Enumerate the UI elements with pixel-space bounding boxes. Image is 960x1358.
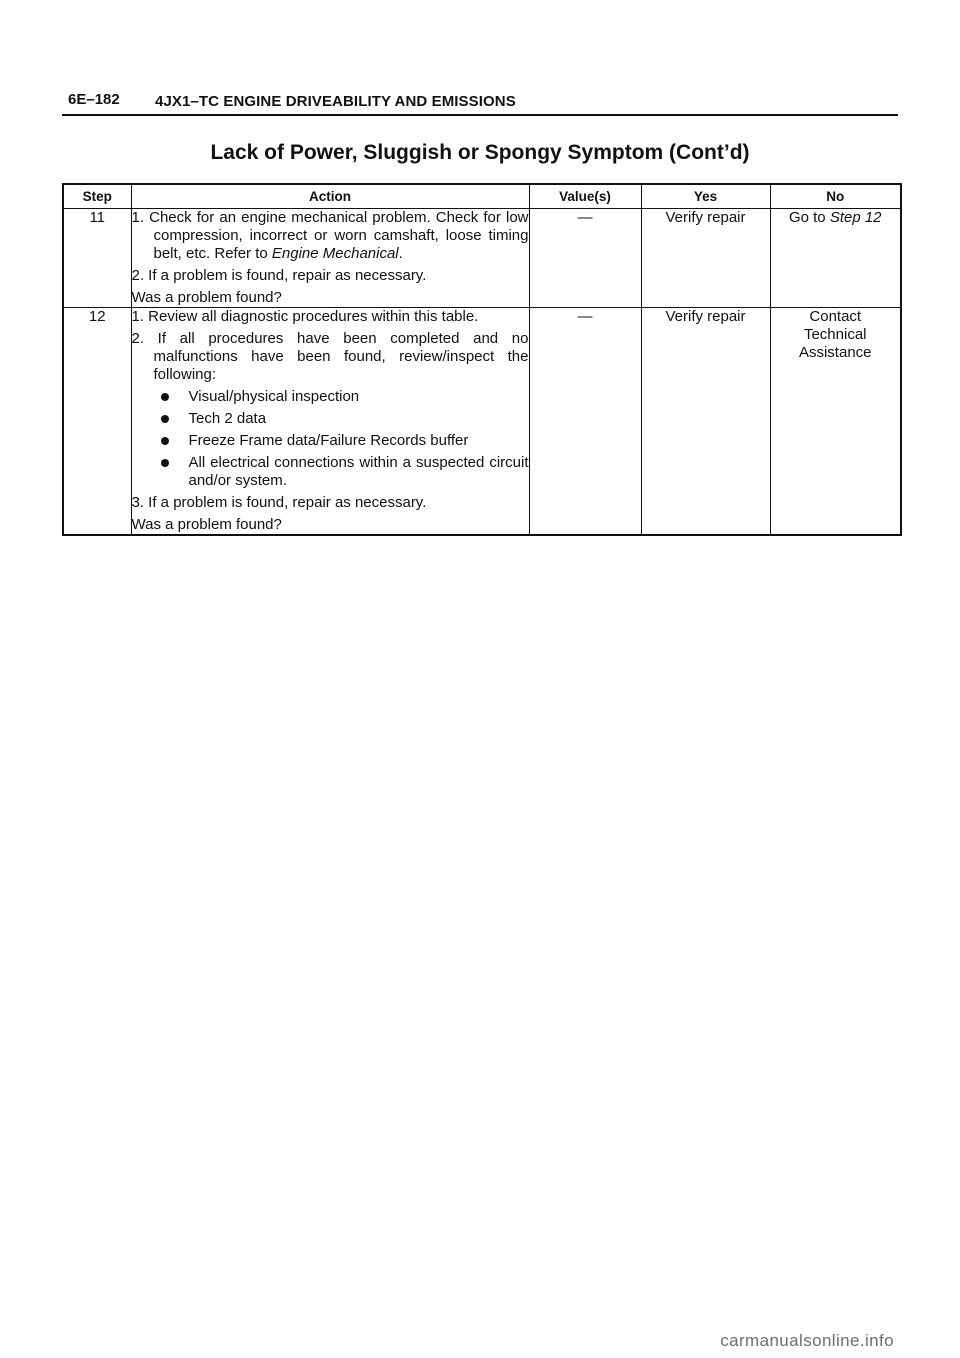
bullet-item [132,454,529,490]
table-row [63,308,901,536]
action-item: 2. If all procedures have been completed and no malfunctions have been found, review/inspect the following: [131,330,529,383]
table-header-row [63,184,901,209]
bullet-icon [161,437,169,445]
page-header [62,88,898,116]
bullet-item [132,410,529,428]
page-title: Lack of Power, Sluggish or Spongy Symptom (Cont’d) [210,141,750,164]
no-text: Go to [788,209,830,226]
reference-link: Engine Mechanical [271,245,399,262]
section-title: 4JX1–TC ENGINE DRIVEABILITY AND EMISSIONS [155,93,516,110]
step-reference: Step 12 [829,209,882,226]
step-number: 12 [63,308,131,536]
column-header-no: No [770,184,901,209]
diagnostic-table [62,183,902,536]
value-cell: — [529,209,641,308]
value-cell: — [529,308,641,536]
action-item: 1. Review all diagnostic procedures within this table. [131,308,479,325]
bullet-icon [161,393,169,401]
bullet-item [132,388,529,406]
bullet-text: Freeze Frame data/Failure Records buffer [188,432,469,449]
step-number: 11 [63,209,131,308]
bullet-text: Tech 2 data [188,410,267,427]
column-header-values: Value(s) [529,184,641,209]
no-cell [770,209,901,308]
question-text: Was a problem found? [131,289,282,306]
action-cell [131,308,529,536]
column-header-yes: Yes [641,184,770,209]
action-text: 1. Check for an engine mechanical problem. Check for low compression, incorrect or worn camshaft, loose timing belt, etc. Refer to [131,209,529,262]
no-text-line: Contact [809,308,862,325]
bullet-icon [161,459,169,467]
watermark: carmanualsonline.info [720,1331,894,1350]
column-header-action: Action [131,184,529,209]
no-cell [770,308,901,536]
table-row [63,209,901,308]
action-cell [131,209,529,308]
action-item [132,209,529,263]
bullet-icon [161,415,169,423]
page-number: 6E–182 [68,91,120,108]
no-text-line: Technical [803,326,867,343]
yes-cell: Verify repair [641,209,770,308]
action-item: 2. If a problem is found, repair as necessary. [131,267,427,284]
question-text: Was a problem found? [131,516,282,533]
bullet-item [132,432,529,450]
no-text-line: Assistance [798,344,872,361]
yes-cell: Verify repair [641,308,770,536]
bullet-text: All electrical connections within a suspected circuit and/or system. [188,454,529,489]
column-header-step: Step [63,184,131,209]
bullet-text: Visual/physical inspection [188,388,360,405]
action-item: 3. If a problem is found, repair as necessary. [131,494,427,511]
action-text-end: . [398,245,403,262]
